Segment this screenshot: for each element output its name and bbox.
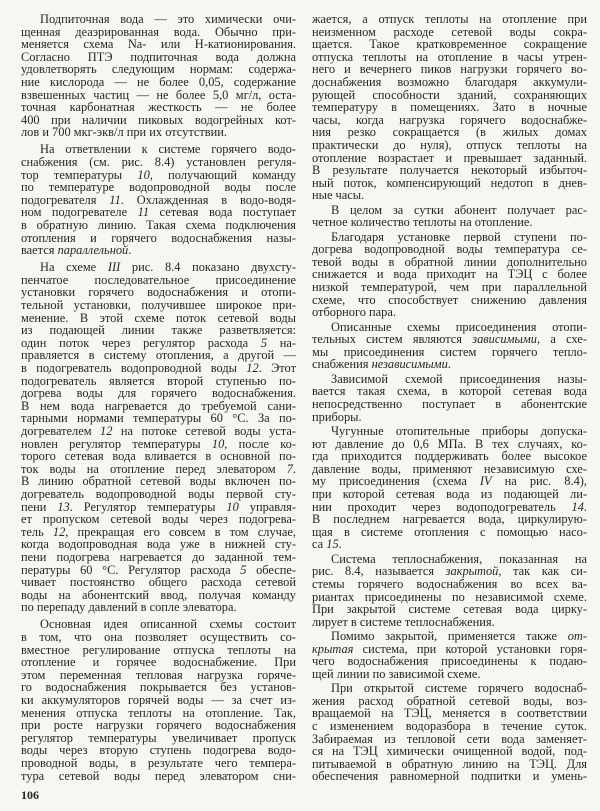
italic-text: III <box>107 260 121 275</box>
text-line: воды через вторую ступень подогрева водо- <box>21 743 296 758</box>
text-segment: му присоединения (схема <box>312 474 480 489</box>
text-segment: , получающий команду <box>149 167 296 182</box>
text-line: лирует в системе теплоснабжения. <box>312 614 495 629</box>
text-segment: пературы 60 °С. Регулятор расхода <box>21 562 241 577</box>
text-segment: са <box>312 537 327 552</box>
text-line: щей линии по зависимой схеме. <box>312 666 481 681</box>
paragraph <box>312 231 587 319</box>
text-segment: пени <box>21 499 58 514</box>
text-line: неизменном расходе сетевой воды сокра- <box>312 24 587 39</box>
text-line: лов и 700 мкг-экв/л при их отсутствии. <box>21 125 228 140</box>
text-line: В линию обратной сетевой воды включен по- <box>21 474 296 489</box>
text-segment: вается <box>21 243 58 258</box>
text-line: щается. Такое кратковременное сокращение <box>312 37 587 52</box>
text-line: из подающей линии также разветвляется: <box>21 323 296 338</box>
text-segment: ток воды на отопление перед элеватором <box>21 461 287 476</box>
text-line: температуру в помещениях. Зато в ночные <box>312 100 587 115</box>
text-line: установки горячего водоснабжения и отопи- <box>21 285 296 300</box>
text-line: непосредственно поступает в абонентские <box>312 397 587 411</box>
paragraph <box>21 261 296 614</box>
text-line: снабжения (см. рис. 8.4) установлен регуля- <box>21 155 296 170</box>
italic-text: 12 <box>100 424 113 438</box>
text-line: этом переменная тепловая нагрузка горяче- <box>21 667 296 682</box>
text-line: рующей способности зданий, сохраняющих <box>312 87 587 102</box>
text-line: давление воды, применяют независимую схе- <box>312 461 587 476</box>
text-line: правляется в систему отопления, а другой — <box>21 348 296 363</box>
italic-text: IV <box>479 474 492 489</box>
text-line: чего водоснабжения присоединены к подаю- <box>312 654 587 669</box>
text-line: жается, а отпуск теплоты на отопление при <box>312 12 587 26</box>
text-segment: . Охлажденная в водо-водя- <box>120 192 296 207</box>
text-line: подогреватель является второй ступенью по- <box>21 373 296 388</box>
text-line <box>21 244 296 257</box>
italic-text: 14 <box>571 499 584 514</box>
paragraph <box>312 682 587 783</box>
paragraph <box>21 143 296 256</box>
text-line: В результате получается некоторый избыточ- <box>312 163 587 178</box>
text-line: Основная идея описанной схемы состоит <box>40 617 296 632</box>
text-segment: на рис. 8.4), <box>491 474 587 489</box>
italic-text: 11 <box>137 205 150 220</box>
text-line: в обратную линию. Такая схема подключения <box>21 218 296 232</box>
italic-text: 11 <box>109 192 121 207</box>
italic-text: 10 <box>137 167 150 182</box>
text-line: проводной воды, в результате чего темпера- <box>21 755 296 770</box>
text-line: стемы горячего водоснабжения во всех ва- <box>312 576 587 591</box>
text-line: практически до нуля), отпуск теплоты на <box>312 137 587 152</box>
text-line: пенчатое последовательное присоединение <box>21 272 296 287</box>
text-line: В целом за сутки абонент получает рас- <box>331 202 587 217</box>
text-segment: один поток через регулятор расхода <box>21 335 261 350</box>
text-segment: , а схе- <box>536 332 587 347</box>
text-line: с изменением водоразбора в течение суток. <box>312 719 587 734</box>
text-segment: . Регулятор температуры <box>69 499 227 514</box>
text-line: ние кислорода — не более 0,05, содержание <box>21 74 296 89</box>
text-line: снижается и вода приходит на ТЭЦ с более <box>312 267 587 282</box>
text-line: ные часы. <box>312 188 365 203</box>
text-line: торого сетевая вода вливается в основной по- <box>21 449 296 464</box>
text-line: При открытой системе горячего водоснаб- <box>331 681 587 696</box>
text-line: при которой сетевая вода из подающей ли- <box>312 486 587 501</box>
text-line <box>21 362 296 375</box>
text-line: ся на ТЭЦ химически очищенной водой, под- <box>312 744 587 759</box>
text-segment: рис. 8.4, называется <box>312 564 446 579</box>
text-line: отопление и горячее водоснабжение. При <box>21 655 296 670</box>
text-segment: система, при которой установки горя- <box>353 641 587 656</box>
text-line <box>312 538 587 551</box>
italic-text: 13 <box>57 499 70 514</box>
text-line: воды на абонентский ввод, получая команду <box>21 587 296 602</box>
text-line: В последнем нагревается вода, циркулирую- <box>312 512 587 527</box>
text-segment: рис. 8.4 показано двухсту- <box>120 260 296 275</box>
italic-text: 12 <box>246 361 259 376</box>
italic-text: 5 <box>240 562 247 577</box>
text-line: низкой температурой, чем при параллельной <box>312 280 587 295</box>
text-segment: . <box>292 461 296 476</box>
text-line <box>312 333 587 346</box>
text-line: четное количество теплоты на отопление. <box>312 215 533 230</box>
text-line: Подпиточная вода — это химически очи- <box>40 12 296 26</box>
text-line: мы присоединения систем горячего тепло- <box>312 344 587 359</box>
text-line: тевой воды в обратной линии дополнительно <box>312 254 587 269</box>
text-line: отопление возрастает и превышает заданный. <box>312 150 587 165</box>
text-line: вается такая схема, в которой сетевая вода <box>312 384 587 399</box>
text-line: когда водопроводная вода уже в нижней сту- <box>21 537 296 552</box>
text-line: тура сетевой воды перед элеватором сни- <box>21 768 296 783</box>
text-segment: , после ко- <box>224 436 296 451</box>
text-line: ют давление до 0,6 МПа. В тех случаях, ко- <box>312 436 587 451</box>
page-number: 106 <box>21 788 39 802</box>
text-segment: сетевая вода поступает <box>149 205 296 220</box>
text-line <box>312 358 587 371</box>
text-line: ки аккумуляторов горячей воды — за счет из- <box>21 692 296 707</box>
paragraph <box>312 630 587 680</box>
italic-text: закрытой <box>445 564 499 579</box>
text-segment: ном подогревателе <box>21 205 138 220</box>
text-line: Зависимой схемой присоединения назы- <box>331 371 587 386</box>
text-segment: Помимо закрытой, применяется также <box>331 629 568 644</box>
text-segment: . <box>583 499 587 514</box>
text-line: в том, что она позволяет осуществить со- <box>21 630 296 644</box>
text-line: точная карбонатная жесткость — не более <box>21 100 296 115</box>
text-line: при росте нагрузки горячего водоснабжения <box>21 718 296 733</box>
paragraph <box>312 553 587 629</box>
text-line: удовлетворять следующим нормам: содержа- <box>21 62 296 77</box>
text-segment: управля- <box>238 499 296 514</box>
text-line: вместное регулирование отпуска теплоты на <box>21 642 296 657</box>
text-line: 400 при наличии пиковых водогрейных кот- <box>21 112 296 127</box>
paragraph <box>312 13 587 202</box>
text-line: При закрытой системе сетевая вода цирку- <box>312 602 587 617</box>
text-line: щая в системе отопления с помощью насо- <box>312 524 587 539</box>
text-line: взвешенных частиц — не более 5,0 мг/л, оста- <box>21 87 296 102</box>
text-segment: тель <box>21 524 53 539</box>
text-line: регулятор температуры увеличивает пропуск <box>21 730 296 745</box>
paragraph <box>21 618 296 782</box>
text-line: ния резко сокращается (в жилых домах <box>312 125 587 140</box>
text-line: отпуска теплоты на отопление в часы утрен- <box>312 49 587 64</box>
italic-text: независимыми <box>371 357 448 372</box>
text-line: менение. В этой схеме поток сетевой воды <box>21 310 296 325</box>
text-segment: на- <box>267 335 297 350</box>
text-line: приборы. <box>312 409 362 424</box>
text-segment: тельных систем являются <box>312 332 473 347</box>
text-line: вращаемой на ТЭЦ, меняется в соответствии <box>312 706 587 721</box>
text-line: тарными нормами температуры 60 °С. За по- <box>21 411 296 426</box>
text-line: отборного пара. <box>312 305 396 320</box>
text-line: риантах присоединены по независимой схеме. <box>312 589 587 604</box>
text-line: догреватель водопроводной воды первой сту- <box>21 486 296 501</box>
text-line: Описанные схемы присоединения отопи- <box>331 319 587 334</box>
italic-text: 7 <box>286 461 293 476</box>
text-line: го водоснабжения покрывается без установ- <box>21 680 296 695</box>
right-column <box>312 13 587 785</box>
text-line: доснабжения возможно благодаря аккумули- <box>312 74 587 89</box>
text-segment: тор температуры <box>21 167 138 182</box>
italic-text: 5 <box>260 335 268 350</box>
text-line: догрева водопроводной воды температура се- <box>312 242 587 257</box>
italic-text: параллельной <box>57 243 129 258</box>
text-segment: . <box>128 243 132 258</box>
paragraph <box>21 13 296 139</box>
italic-text: зависимыми <box>472 332 537 347</box>
text-line: На ответвлении к системе горячего водо- <box>40 142 296 157</box>
text-segment: На схеме <box>40 260 108 275</box>
text-line: по температуре водопроводной воды после <box>21 180 296 195</box>
text-line: обеспечения равномерной подпитки и умень- <box>312 769 587 784</box>
text-line: Благодаря установке первой ступени по- <box>331 229 587 244</box>
text-segment: нии проходит через водоподогреватель <box>312 499 572 514</box>
text-line: питываемой в обратную линию на ТЭЦ. Для <box>312 756 587 771</box>
text-segment: в подогреватель водопроводной воды <box>21 361 247 376</box>
text-segment: догревателем <box>21 424 101 438</box>
text-line: ет пропуском сетевой воды через подогрева- <box>21 512 296 527</box>
text-line: по перепаду давлений в сопле элеватора. <box>21 600 237 615</box>
text-line: тельной установки, получившее широкое при- <box>21 298 296 313</box>
paragraph <box>312 204 587 229</box>
paragraph <box>312 373 587 423</box>
text-segment: , так как си- <box>498 564 587 579</box>
text-line: меняется схема Na- или Н-катионирования. <box>21 37 296 52</box>
text-segment: . <box>338 537 342 552</box>
italic-text: 15 <box>326 537 339 552</box>
text-line: него и вечернего пиков нагрузки горячего во- <box>312 62 587 77</box>
text-line: Забираемая из тепловой сети вода заменяет- <box>312 731 587 746</box>
text-segment: новлен регулятор температуры <box>21 436 212 451</box>
text-line: гда приходится поддерживать более высокое <box>312 449 587 464</box>
text-line: Чугунные отопительные приборы допуска- <box>331 423 587 438</box>
italic-text: от- <box>567 629 587 644</box>
text-segment: снабжения <box>312 357 372 372</box>
italic-text: крытая <box>312 641 354 656</box>
text-line: часы, когда нагрузка горячего водоснабже- <box>312 112 587 127</box>
text-segment: . Этот <box>258 361 297 376</box>
text-line: отопления и горячего водоснабжения назы- <box>21 230 296 245</box>
italic-text: 10 <box>211 436 225 451</box>
paragraph <box>312 321 587 371</box>
text-line: пени подогрева нагревается до заданной тем- <box>21 549 296 564</box>
text-line: Согласно ПТЭ подпиточная вода должна <box>21 49 296 64</box>
text-line: В нем вода нагревается до требуемой сани- <box>21 398 296 413</box>
text-line: Система теплоснабжения, показанная на <box>331 551 587 566</box>
text-line: догрева воды для горячего водоснабжения. <box>21 386 296 401</box>
text-segment: подогревателя <box>21 192 110 207</box>
italic-text: 10 <box>226 499 239 514</box>
text-segment: , прекращая его совсем в том случае, <box>65 524 296 539</box>
left-column <box>21 13 296 787</box>
text-line: жения расход обратной сетевой воды, воз- <box>312 693 587 708</box>
text-segment: обеспе- <box>246 562 296 577</box>
italic-text: 12 <box>52 524 66 539</box>
text-segment: . <box>447 357 451 372</box>
text-line: ный поток, компенсирующий недотоп в днев- <box>312 175 587 190</box>
text-line <box>21 261 296 274</box>
text-line: щенная деаэрированная вода. Обычно при- <box>21 24 296 39</box>
text-line: схеме, что способствует снижению давления <box>312 292 587 307</box>
paragraph <box>312 425 587 551</box>
text-line: менения отпуска теплоты на отопление. Так, <box>21 705 296 720</box>
text-line: чивает постоянство общего расхода сетевой <box>21 575 296 590</box>
text-segment: на потоке сетевой воды уста- <box>112 424 296 438</box>
